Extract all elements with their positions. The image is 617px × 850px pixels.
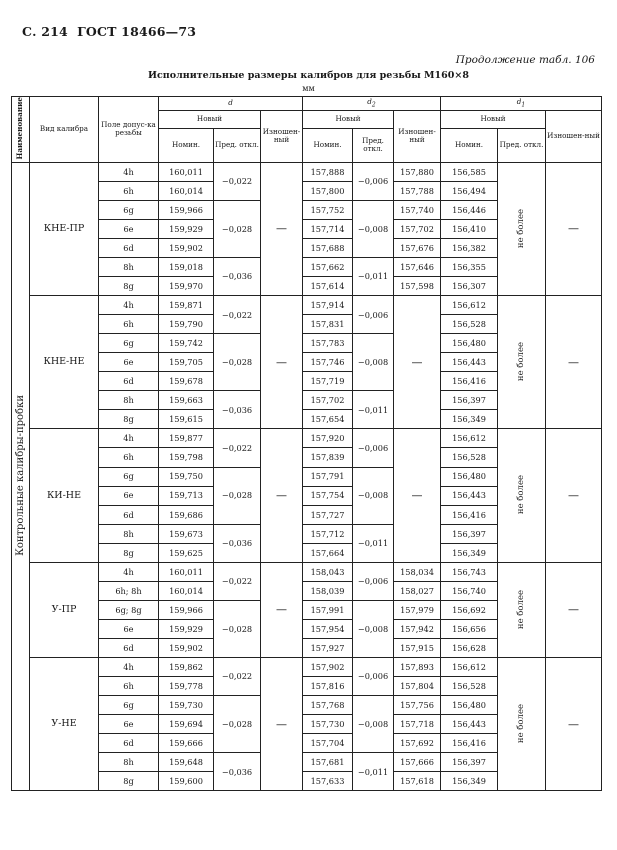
d2-deviation: −0,006 — [353, 296, 394, 334]
d-nominal: 159,778 — [159, 677, 214, 696]
calibre-type-name: КИ-НЕ — [30, 429, 99, 562]
table-row — [12, 296, 602, 315]
tolerance-field: 4h — [99, 296, 159, 315]
d-nominal: 159,966 — [159, 600, 214, 619]
d-nominal: 159,615 — [159, 410, 214, 429]
d1-nominal: 156,397 — [441, 524, 498, 543]
header-naimenovanie: Наименование — [12, 97, 30, 163]
header-d-nomin: Номин. — [159, 128, 214, 162]
d2-nominal: 157,712 — [303, 524, 353, 543]
d1-nominal: 156,692 — [441, 600, 498, 619]
d1-worn-dash: — — [546, 429, 602, 562]
d1-nominal: 156,528 — [441, 677, 498, 696]
d-nominal: 159,877 — [159, 429, 214, 448]
d2-deviation: −0,006 — [353, 562, 394, 600]
d2-nominal: 157,839 — [303, 448, 353, 467]
header-d1-nomin: Номин. — [441, 128, 498, 162]
d2-worn: 157,740 — [394, 200, 441, 219]
table-row — [12, 657, 602, 676]
d2-nominal: 157,730 — [303, 715, 353, 734]
d2-nominal: 157,688 — [303, 238, 353, 257]
tolerance-field: 4h — [99, 657, 159, 676]
header-d2-pred: Пред. откл. — [353, 128, 394, 162]
d1-nominal: 156,307 — [441, 277, 498, 296]
tolerance-field: 8h — [99, 257, 159, 276]
d2-worn: 157,618 — [394, 772, 441, 791]
d2-nominal: 157,752 — [303, 200, 353, 219]
d2-nominal: 157,927 — [303, 638, 353, 657]
d-nominal: 159,970 — [159, 277, 214, 296]
d2-deviation: −0,008 — [353, 696, 394, 753]
d-nominal: 159,902 — [159, 638, 214, 657]
d-nominal: 159,730 — [159, 696, 214, 715]
d-nominal: 160,011 — [159, 562, 214, 581]
d2-nominal: 157,754 — [303, 486, 353, 505]
tolerance-field: 8g — [99, 772, 159, 791]
d1-nominal: 156,612 — [441, 657, 498, 676]
header-d2-nomin: Номин. — [303, 128, 353, 162]
d1-nominal: 156,349 — [441, 543, 498, 562]
d2-nominal: 158,043 — [303, 562, 353, 581]
d-nominal: 159,678 — [159, 372, 214, 391]
d-worn-dash: — — [261, 296, 303, 429]
header-d1: $d_1$ — [441, 97, 602, 111]
d2-deviation: −0,008 — [353, 467, 394, 524]
d2-worn: 157,788 — [394, 181, 441, 200]
d2-worn: 157,880 — [394, 162, 441, 181]
d2-deviation: −0,006 — [353, 162, 394, 200]
d1-worn-dash: — — [546, 296, 602, 429]
d-nominal: 159,790 — [159, 315, 214, 334]
tolerance-field: 6e — [99, 219, 159, 238]
d-deviation: −0,036 — [214, 391, 261, 429]
d1-not-more-label: не более — [498, 657, 546, 790]
d-nominal: 160,014 — [159, 181, 214, 200]
d2-worn: 157,702 — [394, 219, 441, 238]
d-nominal: 159,694 — [159, 715, 214, 734]
d-nominal: 160,014 — [159, 581, 214, 600]
d-nominal: 159,742 — [159, 334, 214, 353]
header-pole-dopuska: Поле допус-ка резьбы — [99, 97, 159, 163]
tolerance-field: 6e — [99, 486, 159, 505]
header-d2-novyi: Новый — [303, 111, 394, 129]
header-d-pred: Пред. откл. — [214, 128, 261, 162]
d1-not-more-label: не более — [498, 162, 546, 295]
d1-nominal: 156,355 — [441, 257, 498, 276]
d-nominal: 160,011 — [159, 162, 214, 181]
d-nominal: 159,686 — [159, 505, 214, 524]
d1-nominal: 156,443 — [441, 353, 498, 372]
table-title: Исполнительные размеры калибров для резьбы М160×8 — [148, 70, 469, 81]
d1-nominal: 156,349 — [441, 772, 498, 791]
d-deviation: −0,022 — [214, 296, 261, 334]
tolerance-field: 6g — [99, 467, 159, 486]
d2-nominal: 157,768 — [303, 696, 353, 715]
d-nominal: 159,750 — [159, 467, 214, 486]
d2-nominal: 157,791 — [303, 467, 353, 486]
d1-nominal: 156,585 — [441, 162, 498, 181]
tolerance-field: 6h — [99, 448, 159, 467]
d2-nominal: 157,727 — [303, 505, 353, 524]
d2-worn: 158,034 — [394, 562, 441, 581]
d1-nominal: 156,528 — [441, 315, 498, 334]
header-d: d — [159, 97, 303, 111]
d2-deviation: −0,006 — [353, 657, 394, 695]
d2-worn: 158,027 — [394, 581, 441, 600]
d1-nominal: 156,397 — [441, 753, 498, 772]
tolerance-field: 8g — [99, 277, 159, 296]
d-deviation: −0,028 — [214, 696, 261, 753]
d-deviation: −0,028 — [214, 600, 261, 657]
header-d1-novyi: Новый — [441, 111, 546, 129]
d1-nominal: 156,628 — [441, 638, 498, 657]
header-d1-iznosh: Изношен-ный — [546, 111, 602, 163]
d1-not-more-label: не более — [498, 562, 546, 657]
d2-nominal: 157,991 — [303, 600, 353, 619]
tolerance-field: 6e — [99, 715, 159, 734]
d2-nominal: 157,902 — [303, 657, 353, 676]
d-nominal: 159,929 — [159, 219, 214, 238]
page-number: С. 214 — [22, 24, 68, 39]
d1-nominal: 156,612 — [441, 296, 498, 315]
tolerance-field: 4h — [99, 162, 159, 181]
d2-nominal: 157,704 — [303, 734, 353, 753]
d1-nominal: 156,443 — [441, 486, 498, 505]
tolerance-field: 6d — [99, 372, 159, 391]
d2-nominal: 157,831 — [303, 315, 353, 334]
d2-worn: 157,893 — [394, 657, 441, 676]
d2-deviation: −0,008 — [353, 600, 394, 657]
d1-nominal: 156,740 — [441, 581, 498, 600]
header-d2: $d_2$ — [303, 97, 441, 111]
d2-worn: 157,676 — [394, 238, 441, 257]
d-nominal: 159,871 — [159, 296, 214, 315]
d-nominal: 159,862 — [159, 657, 214, 676]
d2-worn: 157,979 — [394, 600, 441, 619]
d2-nominal: 157,633 — [303, 772, 353, 791]
d-worn-dash: — — [261, 162, 303, 295]
d1-nominal: 156,416 — [441, 505, 498, 524]
tolerance-field: 8h — [99, 524, 159, 543]
d2-nominal: 157,920 — [303, 429, 353, 448]
d-nominal: 159,600 — [159, 772, 214, 791]
d1-nominal: 156,480 — [441, 467, 498, 486]
standard-number: ГОСТ 18466—73 — [77, 24, 197, 39]
d2-worn-dash: — — [394, 429, 441, 562]
d-deviation: −0,022 — [214, 429, 261, 467]
d2-nominal: 157,664 — [303, 543, 353, 562]
d2-worn-dash: — — [394, 296, 441, 429]
tolerance-field: 4h — [99, 562, 159, 581]
d2-deviation: −0,008 — [353, 334, 394, 391]
tolerance-field: 6e — [99, 353, 159, 372]
d2-nominal: 157,654 — [303, 410, 353, 429]
d2-nominal: 158,039 — [303, 581, 353, 600]
d-nominal: 159,666 — [159, 734, 214, 753]
tolerance-field: 4h — [99, 429, 159, 448]
d-deviation: −0,036 — [214, 257, 261, 295]
d1-nominal: 156,743 — [441, 562, 498, 581]
d2-nominal: 157,614 — [303, 277, 353, 296]
tolerance-field: 8g — [99, 543, 159, 562]
d2-worn: 157,804 — [394, 677, 441, 696]
d2-deviation: −0,011 — [353, 753, 394, 791]
tolerance-field: 6d — [99, 505, 159, 524]
d-nominal: 159,648 — [159, 753, 214, 772]
d2-worn: 157,646 — [394, 257, 441, 276]
d2-deviation: −0,006 — [353, 429, 394, 467]
tolerance-field: 6h — [99, 677, 159, 696]
tolerance-field: 6g; 8g — [99, 600, 159, 619]
page-header — [22, 24, 196, 39]
d1-nominal: 156,480 — [441, 334, 498, 353]
d1-nominal: 156,443 — [441, 715, 498, 734]
calibre-type-name: У-ПР — [30, 562, 99, 657]
d-deviation: −0,028 — [214, 467, 261, 524]
d1-nominal: 156,416 — [441, 734, 498, 753]
d2-nominal: 157,800 — [303, 181, 353, 200]
d1-nominal: 156,494 — [441, 181, 498, 200]
d2-nominal: 157,714 — [303, 219, 353, 238]
d2-nominal: 157,816 — [303, 677, 353, 696]
d1-nominal: 156,612 — [441, 429, 498, 448]
header-d2-iznosh: Изношен-ный — [394, 111, 441, 163]
calibre-type-name: У-НЕ — [30, 657, 99, 790]
d2-worn: 157,666 — [394, 753, 441, 772]
d-worn-dash: — — [261, 562, 303, 657]
units-label: мм — [302, 84, 315, 93]
d-deviation: −0,036 — [214, 524, 261, 562]
d1-nominal: 156,446 — [441, 200, 498, 219]
tolerance-field: 6d — [99, 734, 159, 753]
d2-deviation: −0,011 — [353, 391, 394, 429]
d-nominal: 159,673 — [159, 524, 214, 543]
table-continuation-note: Продолжение табл. 106 — [455, 54, 595, 66]
tolerance-field: 6h — [99, 315, 159, 334]
d1-nominal: 156,397 — [441, 391, 498, 410]
d-nominal: 159,798 — [159, 448, 214, 467]
header-vid-kalibra: Вид калибра — [30, 97, 99, 163]
tolerance-field: 6e — [99, 619, 159, 638]
d2-nominal: 157,702 — [303, 391, 353, 410]
d2-nominal: 157,783 — [303, 334, 353, 353]
d-worn-dash: — — [261, 429, 303, 562]
table-row — [12, 162, 602, 181]
tolerance-field: 6d — [99, 238, 159, 257]
tolerance-field: 6h — [99, 181, 159, 200]
d-deviation: −0,022 — [214, 162, 261, 200]
d2-deviation: −0,011 — [353, 257, 394, 295]
d-nominal: 159,966 — [159, 200, 214, 219]
d-nominal: 159,705 — [159, 353, 214, 372]
tolerance-field: 6g — [99, 696, 159, 715]
header-d1-pred: Пред. откл. — [498, 128, 546, 162]
tolerance-field: 6h; 8h — [99, 581, 159, 600]
d2-worn: 157,756 — [394, 696, 441, 715]
d2-worn: 157,915 — [394, 638, 441, 657]
table-row — [12, 562, 602, 581]
d2-nominal: 157,681 — [303, 753, 353, 772]
d-nominal: 159,018 — [159, 257, 214, 276]
sidebar-kontrolnye-kalibry: Контрольные калибры-пробки — [12, 162, 30, 791]
tolerance-field: 6g — [99, 334, 159, 353]
d1-nominal: 156,410 — [441, 219, 498, 238]
d-nominal: 159,713 — [159, 486, 214, 505]
table-body — [12, 162, 602, 791]
d1-worn-dash: — — [546, 162, 602, 295]
tolerance-field: 6d — [99, 638, 159, 657]
d-deviation: −0,028 — [214, 200, 261, 257]
table-row — [12, 429, 602, 448]
tolerance-field: 8h — [99, 391, 159, 410]
tolerance-field: 8g — [99, 410, 159, 429]
d2-worn: 157,692 — [394, 734, 441, 753]
d2-nominal: 157,888 — [303, 162, 353, 181]
d2-worn: 157,598 — [394, 277, 441, 296]
d2-nominal: 157,719 — [303, 372, 353, 391]
d1-not-more-label: не более — [498, 429, 546, 562]
d2-deviation: −0,011 — [353, 524, 394, 562]
d1-nominal: 156,382 — [441, 238, 498, 257]
d-deviation: −0,022 — [214, 562, 261, 600]
d2-nominal: 157,746 — [303, 353, 353, 372]
d1-worn-dash: — — [546, 562, 602, 657]
d1-nominal: 156,349 — [441, 410, 498, 429]
d-deviation: −0,022 — [214, 657, 261, 695]
d2-nominal: 157,914 — [303, 296, 353, 315]
tolerance-field: 6g — [99, 200, 159, 219]
d-worn-dash: — — [261, 657, 303, 790]
d-deviation: −0,028 — [214, 334, 261, 391]
d-deviation: −0,036 — [214, 753, 261, 791]
calibre-type-name: КНЕ-НЕ — [30, 296, 99, 429]
d2-deviation: −0,008 — [353, 200, 394, 257]
d2-nominal: 157,954 — [303, 619, 353, 638]
d2-worn: 157,942 — [394, 619, 441, 638]
header-d-iznosh: Изношен-ный — [261, 111, 303, 163]
d1-nominal: 156,416 — [441, 372, 498, 391]
d1-not-more-label: не более — [498, 296, 546, 429]
d1-nominal: 156,656 — [441, 619, 498, 638]
d-nominal: 159,663 — [159, 391, 214, 410]
d1-nominal: 156,528 — [441, 448, 498, 467]
d-nominal: 159,902 — [159, 238, 214, 257]
d2-worn: 157,718 — [394, 715, 441, 734]
calibre-type-name: КНЕ-ПР — [30, 162, 99, 295]
tolerance-field: 8h — [99, 753, 159, 772]
d-nominal: 159,625 — [159, 543, 214, 562]
d1-nominal: 156,480 — [441, 696, 498, 715]
calibre-dimensions-table — [11, 96, 602, 791]
header-d-novyi: Новый — [159, 111, 261, 129]
d1-worn-dash: — — [546, 657, 602, 790]
d2-nominal: 157,662 — [303, 257, 353, 276]
d-nominal: 159,929 — [159, 619, 214, 638]
